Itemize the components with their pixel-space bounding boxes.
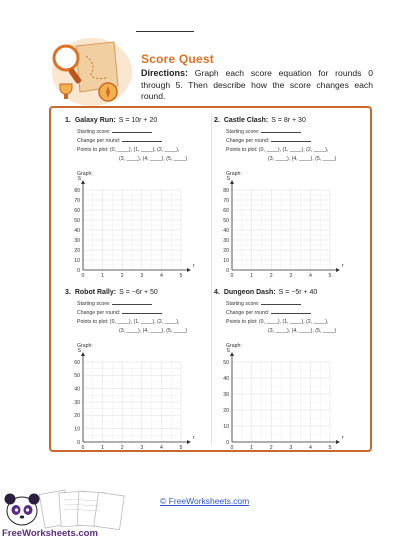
directions-label: Directions: [141,68,189,78]
y-tick-label: 80 [223,187,229,194]
y-tick-label: 30 [223,391,229,398]
coordinate-grid[interactable] [69,176,209,282]
points-row-1: (0, ____), (1, ____), (2, ____), [258,319,329,325]
x-tick-label: 5 [179,273,183,279]
points-row-2[interactable]: (3, ____), (4, ____), (5, ____) [268,328,337,334]
points-to-plot-field[interactable] [226,147,328,153]
x-tick-label: 2 [120,273,124,279]
problem-header [214,117,306,124]
y-axis-name: S [77,176,81,182]
y-tick-label: 10 [223,257,229,264]
problem-equation: S = 8r + 30 [271,117,306,124]
x-axis-name: r [342,263,344,269]
x-tick-label: 2 [269,445,273,451]
change-per-round-label: Change per round: [226,138,270,144]
change-per-round-label: Change per round: [77,310,121,316]
change-per-round-field[interactable] [77,310,162,316]
y-axis-arrow [230,180,234,184]
starting-score-field[interactable] [77,301,152,307]
points-row-1: (0, ____), (1, ____), (2, ____), [258,147,329,153]
points-to-plot-field[interactable] [226,319,328,325]
points-row-1: (0, ____), (1, ____), (2, ____), [109,147,180,153]
x-tick-label: 1 [250,445,254,451]
name-line [136,31,194,32]
x-tick-label: 5 [328,273,332,279]
x-axis-arrow [187,268,191,272]
directions [141,68,373,103]
problem-header [214,289,317,296]
logo-text: FreeWorksheets.com [2,528,98,539]
starting-score-label: Starting score: [226,301,260,307]
x-tick-label: 4 [159,273,163,279]
y-axis-name: S [226,176,230,182]
x-tick-label: 3 [140,445,144,451]
x-axis-name: r [342,435,344,441]
problem-equation: S = −5r + 40 [278,289,318,296]
coordinate-grid[interactable] [69,348,209,454]
y-tick-label: 10 [223,423,229,430]
starting-score-label: Starting score: [77,301,111,307]
y-tick-label: 30 [74,399,80,406]
problem-number: 3. [65,289,71,296]
problem-header [65,117,157,124]
problem-name: Robot Rally: [74,289,117,296]
change-per-round-label: Change per round: [226,310,270,316]
graph-label: Graph: [226,343,242,349]
y-tick-label: 20 [74,247,80,254]
y-tick-label: 0 [77,267,80,274]
y-tick-label: 20 [74,413,80,420]
problem-1 [65,117,215,287]
x-axis-name: r [193,435,195,441]
graph-label: Graph: [77,343,93,349]
y-tick-label: 40 [223,227,229,234]
problem-number: 4. [214,289,220,296]
y-axis-arrow [230,352,234,356]
x-tick-label: 1 [250,273,254,279]
worksheet-frame [49,106,372,452]
y-tick-label: 60 [74,207,80,214]
x-axis-arrow [336,440,340,444]
problem-name: Dungeon Dash: [223,289,276,296]
x-tick-label: 0 [81,273,85,279]
y-axis-arrow [81,352,85,356]
points-row-2[interactable]: (3, ____), (4, ____), (5, ____) [268,156,337,162]
y-tick-label: 40 [223,375,229,382]
y-axis-name: S [77,348,81,354]
treasure-map-illustration [46,34,132,108]
y-tick-label: 70 [223,197,229,204]
change-per-round-field[interactable] [226,310,311,316]
y-tick-label: 0 [226,439,229,446]
y-tick-label: 20 [223,407,229,414]
y-tick-label: 70 [74,197,80,204]
x-tick-label: 2 [269,273,273,279]
x-tick-label: 3 [140,273,144,279]
problem-2 [214,117,364,287]
x-tick-label: 0 [230,273,234,279]
y-tick-label: 30 [74,237,80,244]
x-tick-label: 4 [308,445,312,451]
points-to-plot-field[interactable] [77,147,179,153]
points-to-plot-label: Points to plot: [77,147,109,153]
x-tick-label: 5 [328,445,332,451]
points-to-plot-label: Points to plot: [77,319,109,325]
x-tick-label: 4 [308,273,312,279]
problem-equation: S = 10r + 20 [118,117,158,124]
points-to-plot-label: Points to plot: [226,319,258,325]
starting-score-field[interactable] [226,301,301,307]
points-row-2[interactable]: (3, ____), (4, ____), (5, ____) [119,156,188,162]
x-axis-arrow [336,268,340,272]
y-tick-label: 60 [74,359,80,366]
points-to-plot-field[interactable] [77,319,179,325]
footer-link[interactable]: © FreeWorksheets.com [160,496,250,506]
problem-header [65,289,158,296]
points-row-1: (0, ____), (1, ____), (2, ____), [109,319,180,325]
x-tick-label: 3 [289,445,293,451]
y-axis-arrow [81,180,85,184]
x-axis-arrow [187,440,191,444]
x-tick-label: 1 [101,273,105,279]
x-tick-label: 2 [120,445,124,451]
directions-text: Graph each score equation for rounds 0 through 5. Then describe how the score changes each round. [141,68,374,101]
x-tick-label: 3 [289,273,293,279]
y-tick-label: 0 [77,439,80,446]
x-tick-label: 0 [81,445,85,451]
x-tick-label: 1 [101,445,105,451]
x-tick-label: 5 [179,445,183,451]
change-per-round-label: Change per round: [77,138,121,144]
starting-score-label: Starting score: [77,129,111,135]
y-tick-label: 10 [74,257,80,264]
y-tick-label: 60 [223,207,229,214]
problem-3 [65,289,215,459]
freeworksheets-logo [0,486,140,539]
y-tick-label: 30 [223,237,229,244]
points-to-plot-label: Points to plot: [226,147,258,153]
problem-equation: S = −6r + 50 [119,289,158,296]
y-tick-label: 0 [226,267,229,274]
y-tick-label: 50 [223,217,229,224]
y-tick-label: 40 [74,227,80,234]
change-per-round-field[interactable] [226,138,311,144]
y-tick-label: 40 [74,386,80,393]
starting-score-label: Starting score: [226,129,260,135]
y-tick-label: 10 [74,426,80,433]
x-tick-label: 0 [230,445,234,451]
y-tick-label: 80 [74,187,80,194]
y-tick-label: 50 [74,373,80,380]
points-row-2[interactable]: (3, ____), (4, ____), (5, ____) [119,328,188,334]
graph-label: Graph: [226,171,242,177]
y-axis-name: S [226,348,230,354]
problem-number: 2. [214,117,220,124]
graph-label: Graph: [77,171,93,177]
problem-name: Galaxy Run: [74,117,116,124]
coordinate-grid[interactable] [218,176,358,282]
problem-number: 1. [65,117,71,124]
starting-score-field[interactable] [226,129,301,135]
page-title: Score Quest [141,52,214,66]
x-tick-label: 4 [159,445,163,451]
y-tick-label: 50 [74,217,80,224]
y-tick-label: 50 [223,359,229,366]
x-axis-name: r [193,263,195,269]
coordinate-grid[interactable] [218,348,358,454]
starting-score-field[interactable] [77,129,152,135]
y-tick-label: 20 [223,247,229,254]
problem-4 [214,289,364,459]
change-per-round-field[interactable] [77,138,162,144]
problem-name: Castle Clash: [223,117,269,124]
